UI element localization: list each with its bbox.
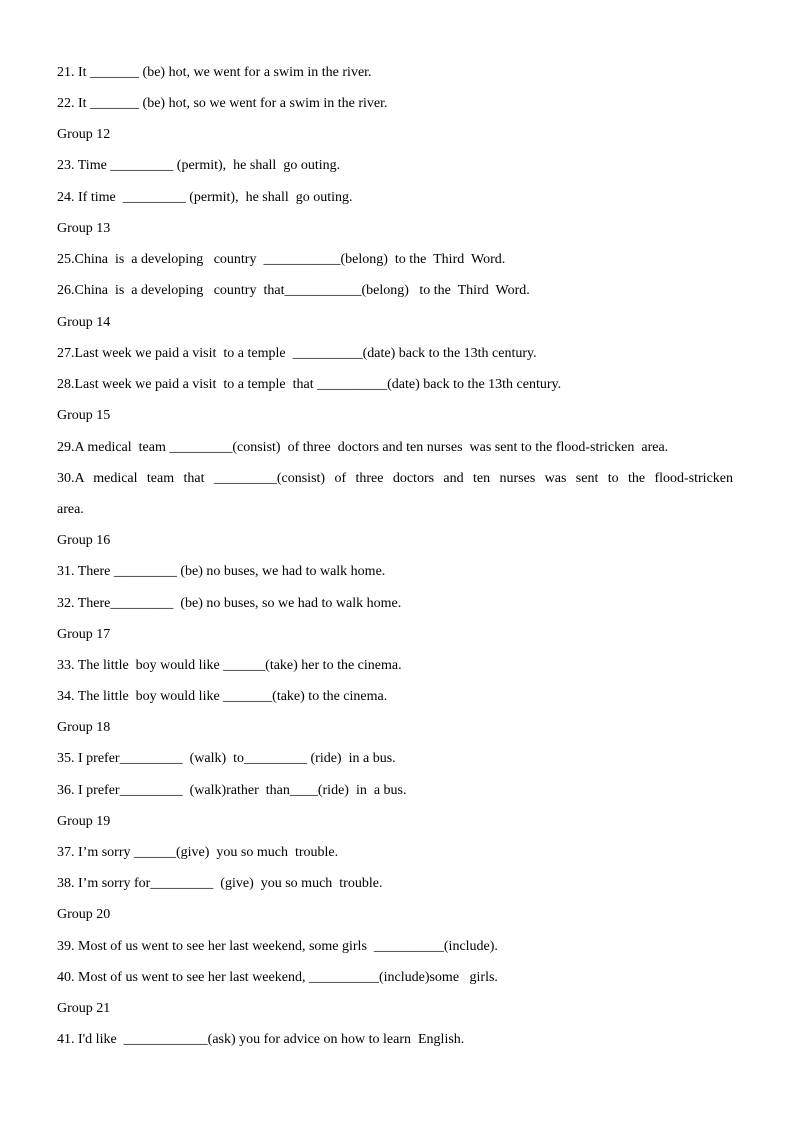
- exercise-28: 28.Last week we paid a visit to a temple that __________(date) back to the 13th century.: [57, 377, 562, 392]
- group-12-heading: Group 12: [57, 127, 111, 142]
- exercise-31: 31. There _________ (be) no buses, we had to walk home.: [57, 564, 386, 579]
- group-18-heading: Group 18: [57, 720, 111, 735]
- exercise-24: 24. If time _________ (permit), he shall go outing.: [57, 190, 353, 205]
- exercise-41: 41. I'd like ____________(ask) you for advice on how to learn English.: [57, 1032, 465, 1047]
- exercise-27: 27.Last week we paid a visit to a temple __________(date) back to the 13th century.: [57, 346, 537, 361]
- exercise-26: 26.China is a developing country that___________(belong) to the Third Word.: [57, 283, 530, 298]
- group-14-heading: Group 14: [57, 315, 111, 330]
- exercise-37: 37. I’m sorry ______(give) you so much trouble.: [57, 845, 339, 860]
- group-20-heading: Group 20: [57, 907, 111, 922]
- group-13-heading: Group 13: [57, 221, 111, 236]
- exercise-21: 21. It _______ (be) hot, we went for a swim in the river.: [57, 65, 372, 80]
- exercise-25: 25.China is a developing country ___________(belong) to the Third Word.: [57, 252, 506, 267]
- exercise-36: 36. I prefer_________ (walk)rather than____(ride) in a bus.: [57, 783, 407, 798]
- exercise-39: 39. Most of us went to see her last weekend, some girls __________(include).: [57, 939, 498, 954]
- exercise-23: 23. Time _________ (permit), he shall go outing.: [57, 158, 341, 173]
- exercise-40: 40. Most of us went to see her last weekend, __________(include)some girls.: [57, 970, 498, 985]
- exercise-38: 38. I’m sorry for_________ (give) you so much trouble.: [57, 876, 383, 891]
- exercise-29: 29.A medical team _________(consist) of three doctors and ten nurses was sent to the flood-stricken area.: [57, 440, 669, 455]
- group-21-heading: Group 21: [57, 1001, 111, 1016]
- group-16-heading: Group 16: [57, 533, 111, 548]
- exercise-30: 30.A medical team that _________(consist) of three doctors and ten nurses was sent to the flood-stricken: [57, 471, 733, 486]
- exercise-22: 22. It _______ (be) hot, so we went for a swim in the river.: [57, 96, 388, 111]
- exercise-34: 34. The little boy would like _______(take) to the cinema.: [57, 689, 388, 704]
- exercise-33: 33. The little boy would like ______(take) her to the cinema.: [57, 658, 402, 673]
- exercise-35: 35. I prefer_________ (walk) to_________ (ride) in a bus.: [57, 751, 396, 766]
- exercise-32: 32. There_________ (be) no buses, so we had to walk home.: [57, 596, 402, 611]
- group-19-heading: Group 19: [57, 814, 111, 829]
- group-17-heading: Group 17: [57, 627, 111, 642]
- exercise-30-continued: area.: [57, 502, 84, 517]
- group-15-heading: Group 15: [57, 408, 111, 423]
